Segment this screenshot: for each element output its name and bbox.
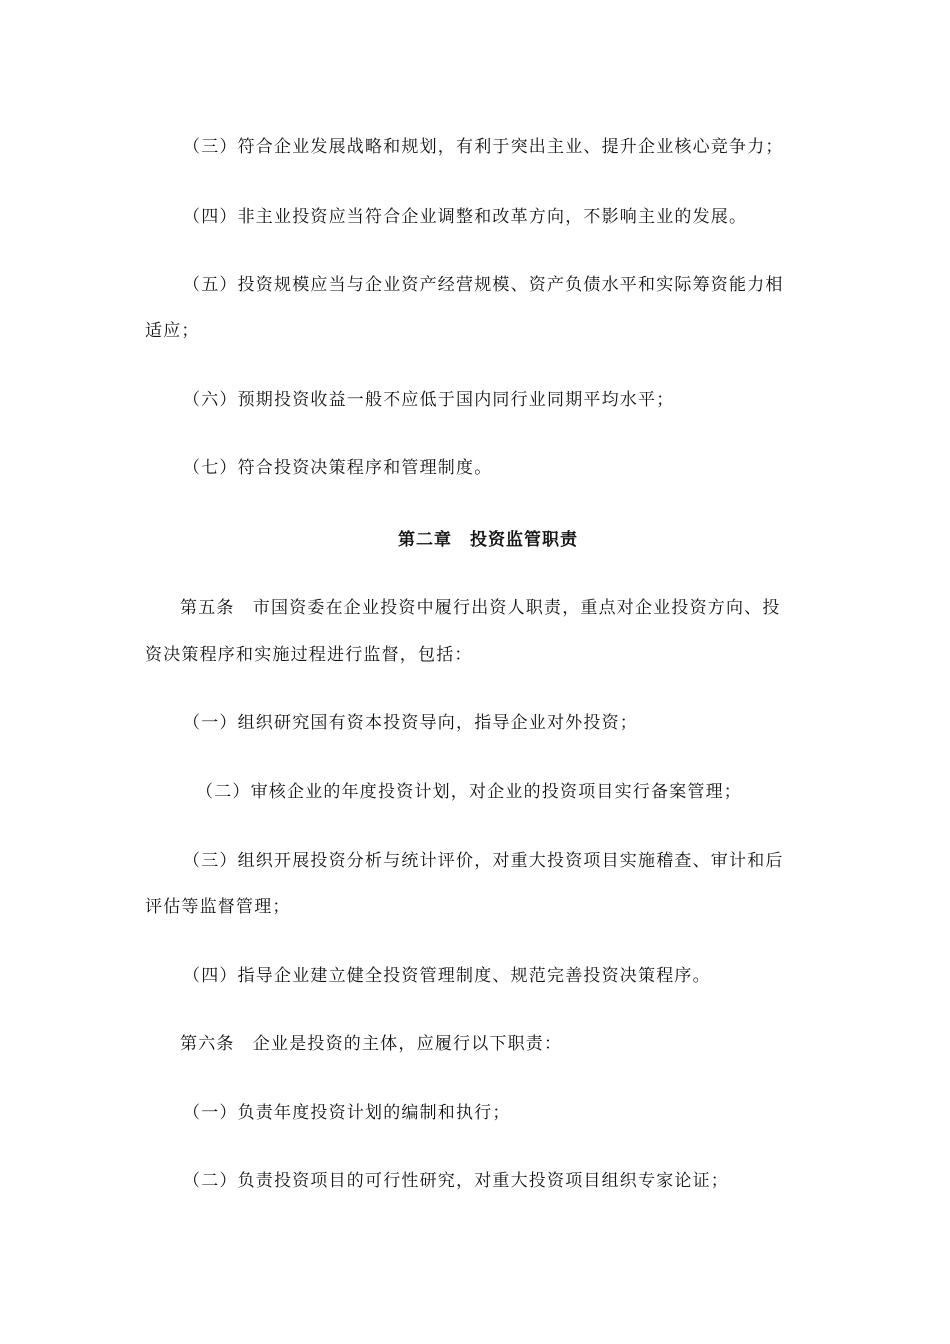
article-5-item-4: （四）指导企业建立健全投资管理制度、规范完善投资决策程序。 — [183, 966, 711, 986]
article-6-item-1: （一）负责年度投资计划的编制和执行； — [183, 1103, 511, 1123]
clause-6: （六）预期投资收益一般不应低于国内同行业同期平均水平； — [183, 390, 675, 410]
article-6-line1: 第六条 企业是投资的主体，应履行以下职责： — [180, 1034, 563, 1054]
article-5-item-1: （一）组织研究国有资本投资导向，指导企业对外投资； — [183, 713, 638, 733]
clause-7: （七）符合投资决策程序和管理制度。 — [183, 458, 493, 478]
article-6-item-2: （二）负责投资项目的可行性研究，对重大投资项目组织专家论证； — [183, 1171, 729, 1191]
clause-5-line1: （五）投资规模应当与企业资产经营规模、资产负债水平和实际筹资能力相 — [183, 275, 784, 295]
chapter-heading: 第二章 投资监管职责 — [398, 530, 578, 550]
clause-4: （四）非主业投资应当符合企业调整和改革方向，不影响主业的发展。 — [183, 207, 748, 227]
article-5-line1: 第五条 市国资委在企业投资中履行出资人职责，重点对企业投资方向、投 — [180, 598, 781, 618]
clause-5-line2: 适应； — [145, 321, 200, 341]
article-5-item-3-line1: （三）组织开展投资分析与统计评价，对重大投资项目实施稽查、审计和后 — [183, 851, 784, 871]
article-5-item-2: （二）审核企业的年度投资计划，对企业的投资项目实行备案管理； — [196, 782, 742, 802]
article-5-item-3-line2: 评估等监督管理； — [145, 897, 291, 917]
article-5-line2: 资决策程序和实施过程进行监督，包括： — [145, 645, 473, 665]
clause-3: （三）符合企业发展战略和规划，有利于突出主业、提升企业核心竞争力； — [183, 137, 784, 157]
